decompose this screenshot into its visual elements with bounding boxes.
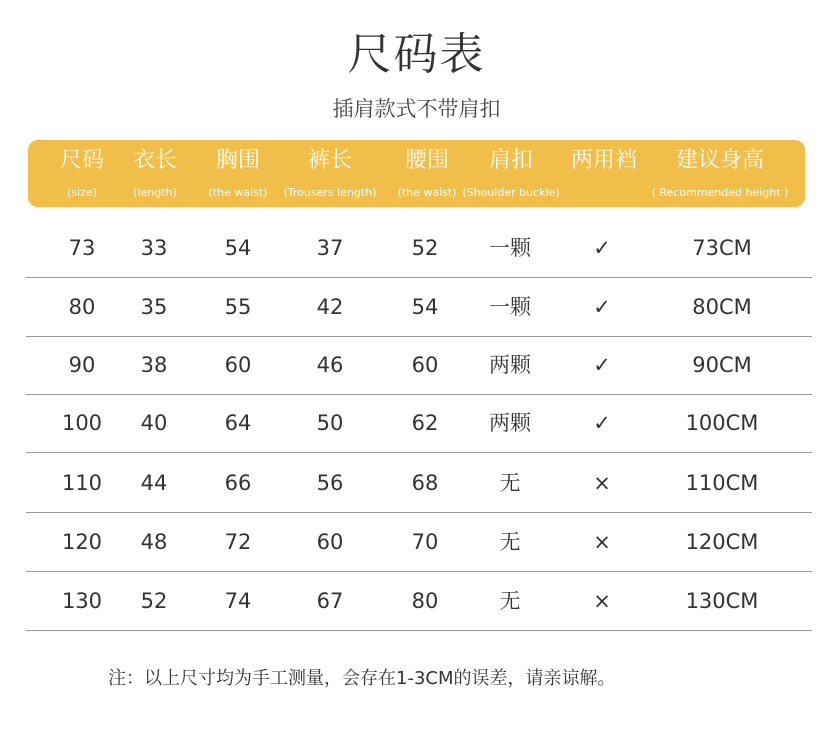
cell-chest: 54	[224, 236, 252, 260]
cell-buckle: 无	[499, 530, 521, 554]
header-crotch	[556, 140, 652, 207]
cell-buckle: 无	[499, 589, 521, 613]
header-buckle-label: 肩扣	[488, 148, 533, 173]
cell-chest: 64	[224, 411, 252, 435]
header-trousers	[271, 140, 389, 207]
cell-trousers: 50	[316, 411, 344, 435]
cell-size: 130	[61, 589, 103, 613]
cell-chest: 66	[224, 471, 252, 495]
header-length-sub: (length)	[133, 186, 177, 199]
cell-size: 90	[68, 353, 96, 377]
cell-size: 120	[61, 530, 103, 554]
header-size-label: 尺码	[59, 148, 104, 173]
cell-waist: 60	[411, 353, 439, 377]
row-divider	[26, 452, 812, 453]
cell-waist: 54	[411, 295, 439, 319]
header-length-label: 衣长	[132, 148, 177, 173]
cell-crotch: ✓	[593, 236, 611, 260]
cell-height: 80CM	[692, 295, 752, 319]
header-height-label: 建议身高	[675, 148, 764, 173]
measurement-note: 注：以上尺寸均为手工测量，会存在1-3CM的误差，请亲谅解。	[108, 668, 616, 689]
cell-waist: 68	[411, 471, 439, 495]
header-height	[640, 140, 800, 207]
header-trousers-label: 裤长	[307, 148, 352, 173]
cell-length: 35	[140, 295, 168, 319]
cell-buckle: 一颗	[489, 236, 531, 260]
header-size-sub: (size)	[67, 186, 97, 199]
cell-buckle: 一颗	[489, 295, 531, 319]
cell-buckle: 无	[499, 471, 521, 495]
cell-size: 100	[61, 411, 103, 435]
cell-height: 120CM	[685, 530, 759, 554]
cell-chest: 55	[224, 295, 252, 319]
cell-length: 52	[140, 589, 168, 613]
cell-chest: 72	[224, 530, 252, 554]
cell-height: 130CM	[685, 589, 759, 613]
cell-trousers: 46	[316, 353, 344, 377]
header-height-sub: ( Recommended height )	[651, 186, 789, 199]
table-row	[26, 572, 812, 631]
header-buckle	[454, 140, 568, 207]
row-divider	[26, 630, 812, 631]
header-crotch-label: 两用裆	[570, 148, 637, 173]
cell-height: 90CM	[692, 353, 752, 377]
cell-trousers: 60	[316, 530, 344, 554]
cell-crotch: ✓	[593, 295, 611, 319]
table-row	[26, 336, 812, 395]
cell-trousers: 42	[316, 295, 344, 319]
cell-waist: 80	[411, 589, 439, 613]
header-length	[112, 140, 198, 207]
table-row	[26, 394, 812, 453]
cell-trousers: 67	[316, 589, 344, 613]
cell-trousers: 56	[316, 471, 344, 495]
table-row	[26, 278, 812, 337]
cell-crotch: ✓	[593, 411, 611, 435]
table-row	[26, 454, 812, 513]
cell-waist: 52	[411, 236, 439, 260]
cell-size: 110	[61, 471, 103, 495]
header-chest-label: 胸围	[215, 148, 260, 173]
cell-length: 48	[140, 530, 168, 554]
header-waist-sub: (the waist)	[397, 186, 457, 199]
page-subtitle: 插肩款式不带肩扣	[332, 97, 501, 121]
cell-chest: 74	[224, 589, 252, 613]
cell-height: 110CM	[685, 471, 759, 495]
table-row	[26, 219, 812, 278]
header-chest	[193, 140, 283, 207]
header-waist-label: 腰围	[404, 148, 449, 173]
page-title: 尺码表	[347, 29, 486, 80]
cell-length: 33	[140, 236, 168, 260]
cell-crotch: ×	[593, 589, 611, 613]
cell-waist: 62	[411, 411, 439, 435]
cell-size: 73	[68, 236, 96, 260]
cell-length: 40	[140, 411, 168, 435]
cell-crotch: ✓	[593, 353, 611, 377]
cell-chest: 60	[224, 353, 252, 377]
cell-size: 80	[68, 295, 96, 319]
cell-length: 38	[140, 353, 168, 377]
cell-waist: 70	[411, 530, 439, 554]
cell-length: 44	[140, 471, 168, 495]
cell-height: 100CM	[685, 411, 759, 435]
cell-height: 73CM	[692, 236, 752, 260]
cell-crotch: ×	[593, 530, 611, 554]
header-trousers-sub: (Trousers length)	[283, 186, 377, 199]
cell-buckle: 两颗	[489, 411, 531, 435]
header-buckle-sub: (Shoulder buckle)	[462, 186, 560, 199]
table-row	[26, 513, 812, 572]
cell-crotch: ×	[593, 471, 611, 495]
header-chest-sub: (the waist)	[208, 186, 268, 199]
cell-trousers: 37	[316, 236, 344, 260]
cell-buckle: 两颗	[489, 353, 531, 377]
